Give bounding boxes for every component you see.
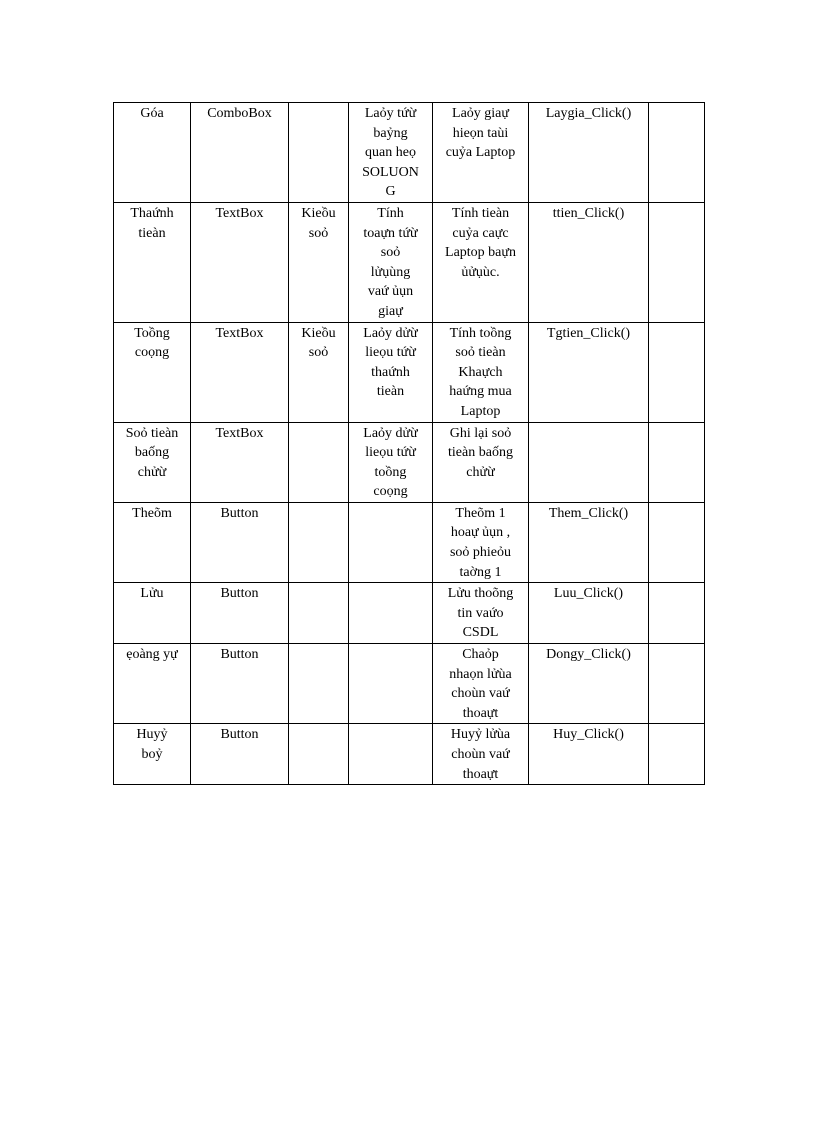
table-cell: Laỏy tứừ baỷng quan heọ SOLUON G — [349, 103, 433, 203]
table-cell — [349, 644, 433, 724]
table-cell: Them_Click() — [529, 502, 649, 582]
table-cell: Lửu — [114, 583, 191, 644]
table-cell: Kieồu soỏ — [289, 322, 349, 422]
table-cell: Góa — [114, 103, 191, 203]
table-cell: Ghi lại soỏ tieàn baống chửừ — [433, 422, 529, 502]
table-row — [114, 502, 705, 582]
table-cell: Laỏy giaự hieọn taùi cuỷa Laptop — [433, 103, 529, 203]
table-cell — [349, 724, 433, 785]
table-row — [114, 322, 705, 422]
table-row — [114, 644, 705, 724]
table-cell: Tính toaựn tứừ soỏ lửụùng vaứ ủụn giaự — [349, 202, 433, 322]
table-cell — [649, 422, 705, 502]
table-cell — [289, 644, 349, 724]
table-cell — [289, 103, 349, 203]
table-row — [114, 724, 705, 785]
table-cell: TextBox — [191, 422, 289, 502]
table-cell: Laygia_Click() — [529, 103, 649, 203]
table-cell — [289, 502, 349, 582]
table-cell — [649, 202, 705, 322]
table-cell: Tgtien_Click() — [529, 322, 649, 422]
table-cell: Huyỷ boỷ — [114, 724, 191, 785]
table-cell — [649, 724, 705, 785]
table-cell: Theõm — [114, 502, 191, 582]
table-cell — [649, 502, 705, 582]
table-cell: Thaứnh tieàn — [114, 202, 191, 322]
table-cell: Toồng coọng — [114, 322, 191, 422]
table-cell: Tính tieàn cuỷa caực Laptop baựn ủửụùc. — [433, 202, 529, 322]
table-row — [114, 583, 705, 644]
table-cell — [649, 322, 705, 422]
table-cell: Laỏy dửừ lieọu tứừ toồng coọng — [349, 422, 433, 502]
table-cell: Button — [191, 502, 289, 582]
table-row — [114, 103, 705, 203]
table-cell: Kieồu soỏ — [289, 202, 349, 322]
table-cell: ttien_Click() — [529, 202, 649, 322]
table-cell: Huyỷ lửùa choùn vaứ thoaựt — [433, 724, 529, 785]
table-cell: ẹoàng yự — [114, 644, 191, 724]
table-cell: Button — [191, 583, 289, 644]
table-row — [114, 422, 705, 502]
table-cell — [649, 103, 705, 203]
table-cell — [529, 422, 649, 502]
table-cell: Luu_Click() — [529, 583, 649, 644]
table-row — [114, 202, 705, 322]
table-cell: ComboBox — [191, 103, 289, 203]
table-cell: Tính toồng soỏ tieàn Khaựch haứng mua Laptop — [433, 322, 529, 422]
table-cell: TextBox — [191, 202, 289, 322]
table-cell — [289, 422, 349, 502]
table-cell — [289, 724, 349, 785]
table-cell — [649, 644, 705, 724]
table-cell — [289, 583, 349, 644]
table-cell: TextBox — [191, 322, 289, 422]
table-cell: Soỏ tieàn baống chửừ — [114, 422, 191, 502]
table-cell: Button — [191, 724, 289, 785]
table-cell: Chaỏp nhaọn lửùa choùn vaứ thoaựt — [433, 644, 529, 724]
table-cell: Huy_Click() — [529, 724, 649, 785]
table-cell — [649, 583, 705, 644]
table-cell: Button — [191, 644, 289, 724]
table-cell: Lửu thoõng tin vaứo CSDL — [433, 583, 529, 644]
table-cell — [349, 502, 433, 582]
table-cell: Dongy_Click() — [529, 644, 649, 724]
table-cell: Theõm 1 hoaự ủụn , soỏ phieỏu taờng 1 — [433, 502, 529, 582]
table-cell — [349, 583, 433, 644]
table-cell: Laỏy dửừ lieọu tứừ thaứnh tieàn — [349, 322, 433, 422]
document-table — [113, 102, 705, 785]
